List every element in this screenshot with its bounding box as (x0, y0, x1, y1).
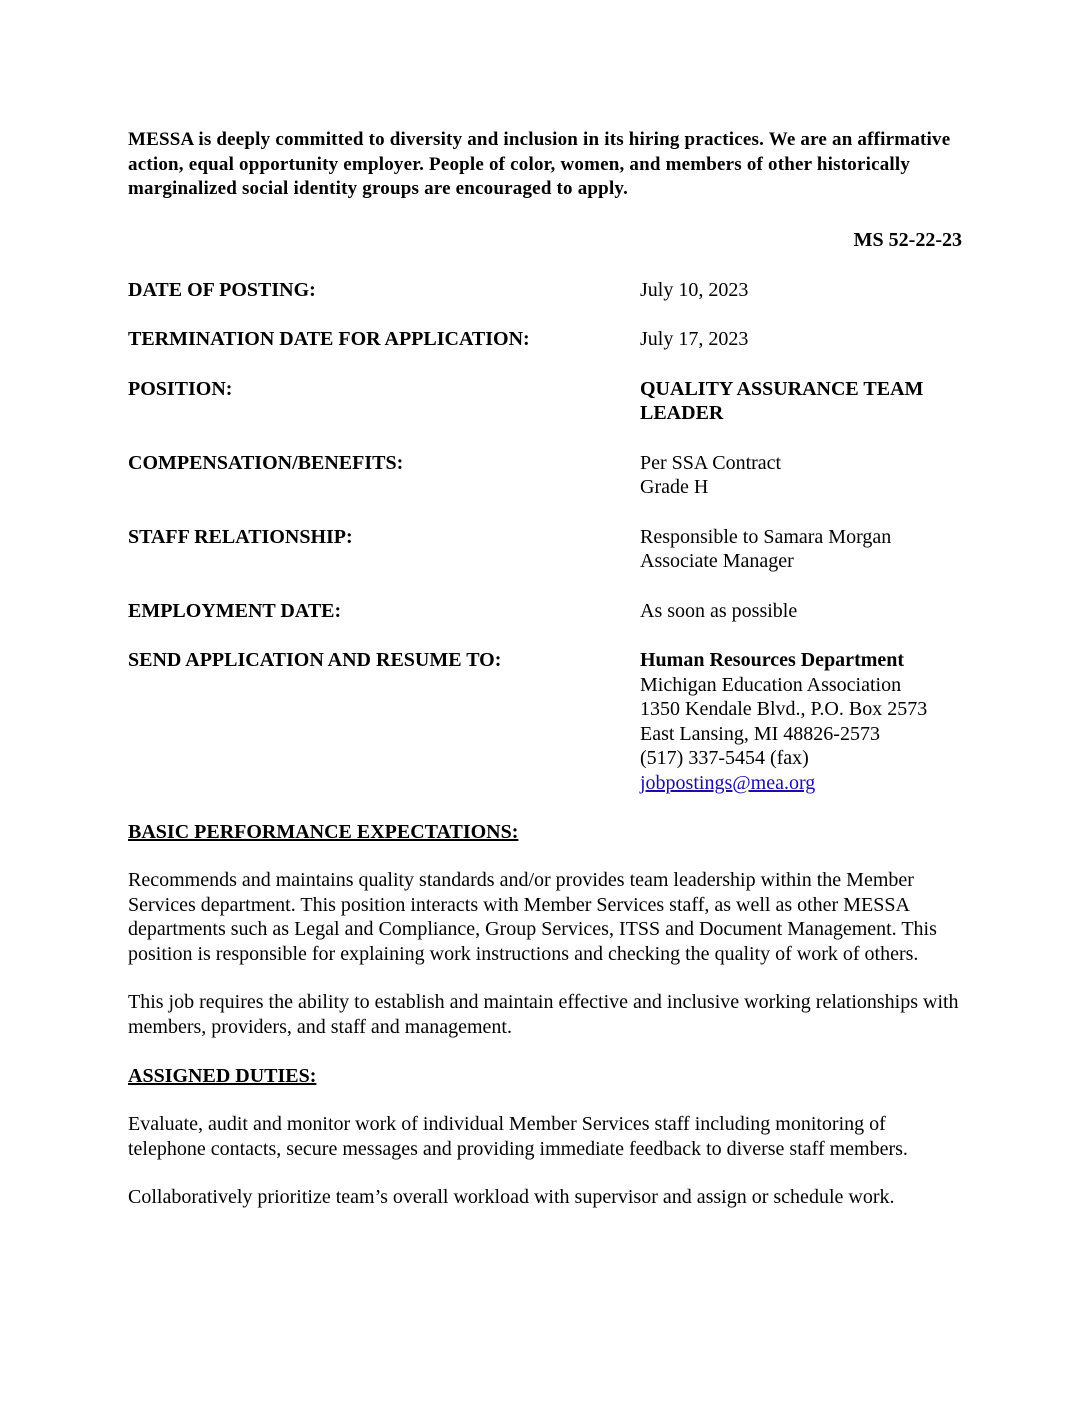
street-address: 1350 Kendale Blvd., P.O. Box 2573 (640, 698, 928, 720)
field-value (640, 525, 968, 574)
field-row-termination-date (128, 327, 968, 352)
field-value: July 10, 2023 (640, 278, 749, 301)
field-value: July 17, 2023 (640, 328, 749, 350)
field-value: As soon as possible (640, 599, 798, 622)
field-row-position (128, 377, 968, 426)
organization-name: Michigan Education Association (640, 673, 902, 696)
field-label: TERMINATION DATE FOR APPLICATION: (128, 328, 530, 350)
field-row-send-application (128, 648, 968, 795)
field-row-staff-relationship (128, 525, 968, 574)
section-heading-basic-performance: BASIC PERFORMANCE EXPECTATIONS: (128, 821, 519, 843)
compensation-grade: Grade H (640, 476, 709, 498)
section-heading-assigned-duties: ASSIGNED DUTIES: (128, 1065, 317, 1087)
field-label: SEND APPLICATION AND RESUME TO: (128, 649, 502, 671)
field-row-date-of-posting (128, 278, 968, 303)
contact-address-block (640, 648, 968, 795)
field-label: POSITION: (128, 377, 233, 400)
fax-number: (517) 337-5454 (fax) (640, 747, 809, 769)
compensation-line: Per SSA Contract (640, 451, 782, 474)
supervisor-title: Associate Manager (640, 550, 794, 572)
field-label: DATE OF POSTING: (128, 278, 316, 301)
email-link[interactable]: jobpostings@mea.org (640, 771, 816, 794)
field-row-compensation (128, 451, 968, 500)
field-value (640, 377, 968, 426)
field-label: COMPENSATION/BENEFITS: (128, 451, 404, 474)
field-label: EMPLOYMENT DATE: (128, 599, 342, 622)
paragraph: Collaboratively prioritize team’s overall workload with supervisor and assign or schedule work. (128, 1186, 895, 1208)
department-name: Human Resources Department (640, 649, 905, 671)
field-row-employment-date (128, 599, 968, 624)
field-value (640, 451, 968, 500)
city-state-zip: East Lansing, MI 48826-2573 (640, 722, 880, 745)
position-title-line: QUALITY ASSURANCE TEAM (640, 377, 924, 400)
posting-reference-number: MS 52-22-23 (853, 228, 962, 251)
paragraph: Evaluate, audit and monitor work of individual Member Services staff including monitoring of telephone contacts, secure messages and providing immediate feedback to diverse staff members. (128, 1113, 908, 1160)
supervisor-line: Responsible to Samara Morgan (640, 525, 892, 548)
paragraph: Recommends and maintains quality standards and/or provides team leadership within the Member Services department. This position interacts with Member Services staff, as well as other MESSA departments such as Legal and Compliance, Group Services, ITSS and Document Management. This position is responsible for explaining work instructions and checking the quality of work of others. (128, 869, 937, 965)
job-posting-page (128, 128, 968, 1210)
position-title-line: LEADER (640, 402, 724, 424)
paragraph: This job requires the ability to establish and maintain effective and inclusive working relationships with members, providers, and staff and management. (128, 991, 959, 1038)
diversity-statement: MESSA is deeply committed to diversity and inclusion in its hiring practices. We are an affirmative action, equal opportunity employer. People of color, women, and members of other historically marginalized social identity groups are encouraged to apply. (128, 129, 951, 199)
field-label: STAFF RELATIONSHIP: (128, 525, 353, 548)
